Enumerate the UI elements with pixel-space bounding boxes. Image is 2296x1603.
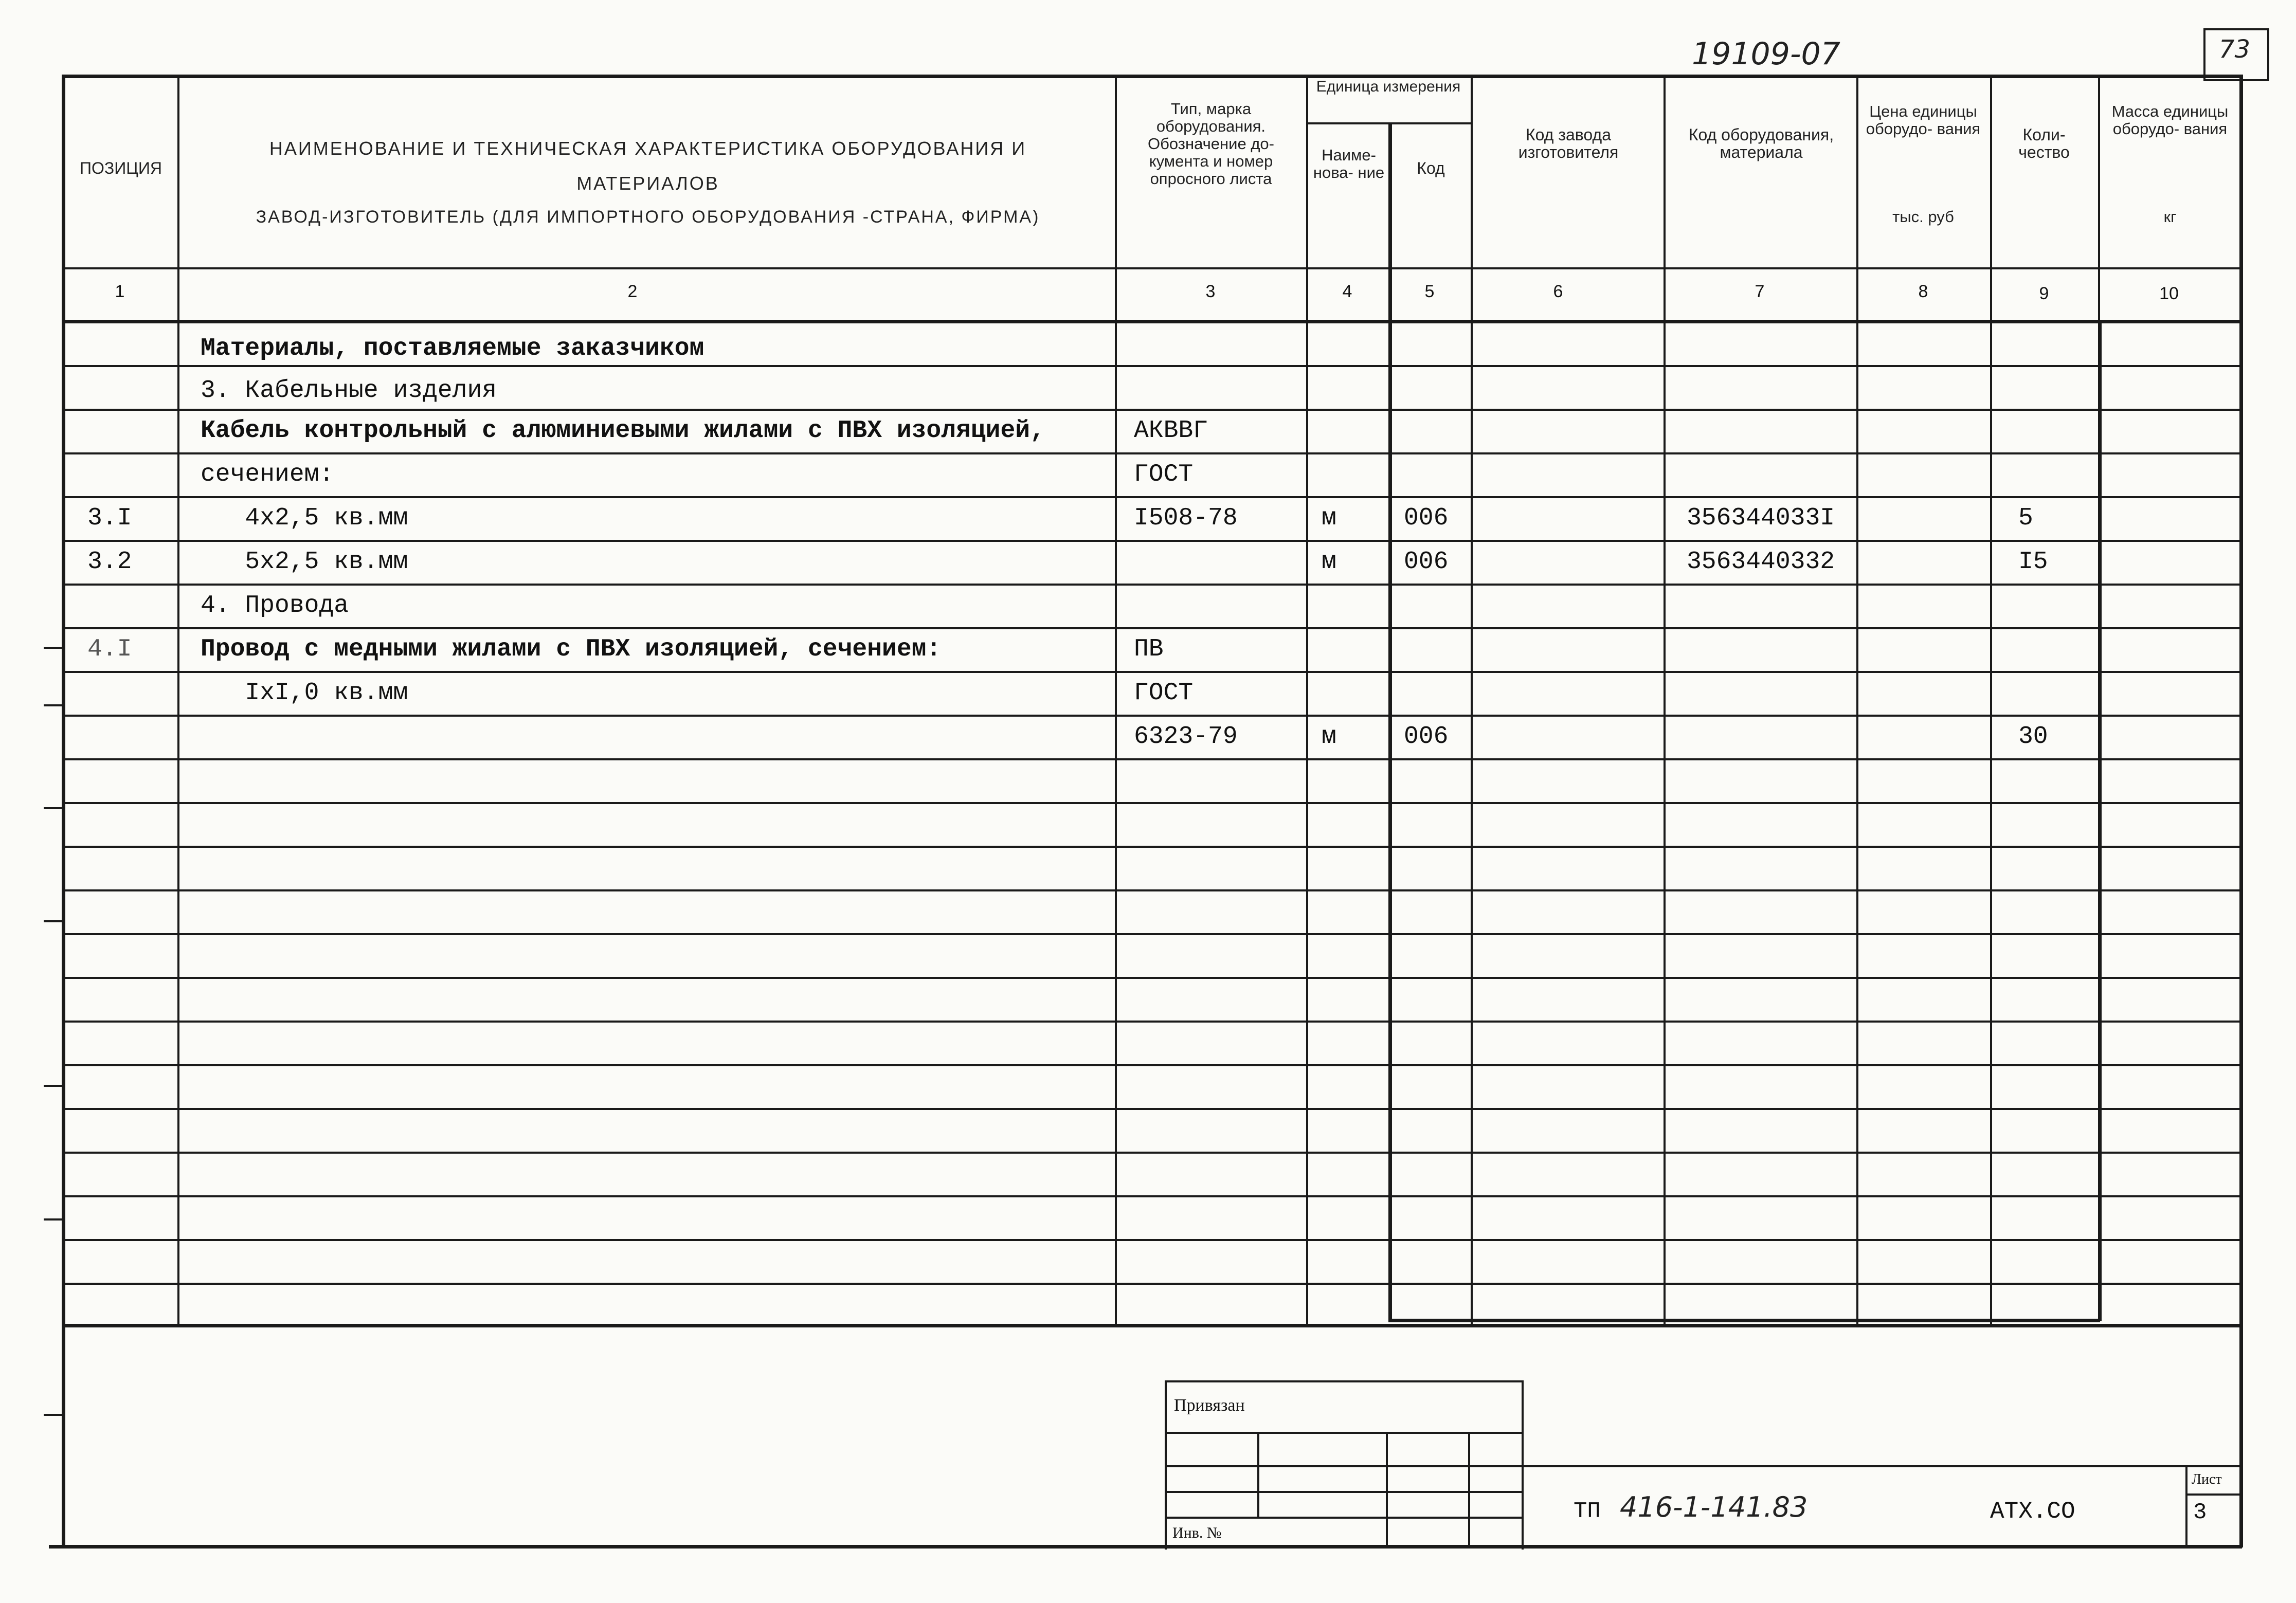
row-unit: м	[1322, 723, 1336, 751]
col-number: 10	[2159, 284, 2179, 303]
header-quantity: Коли- чество	[2018, 125, 2070, 161]
col-number: 4	[1342, 282, 1352, 301]
row-type: АКВВГ	[1134, 417, 1208, 445]
row-name: Провод с медными жилами с ПВХ изоляцией, сечением:	[201, 635, 942, 663]
stamp-sheet-label: Лист	[2192, 1471, 2222, 1487]
stamp-tp-prefix: ТП	[1574, 1499, 1601, 1524]
header-equipment-code: Код оборудования, материала	[1688, 125, 1834, 161]
header-unit-group: Единица измерения	[1316, 78, 1461, 95]
row-name: 3. Кабельные изделия	[201, 377, 497, 405]
row-quantity: I5	[2018, 548, 2048, 576]
header-name-line3: ЗАВОД-ИЗГОТОВИТЕЛЬ (ДЛЯ ИМПОРТНОГО ОБОРУДОВАНИЯ -СТРАНА, ФИРМА)	[256, 207, 1040, 227]
col-number: 1	[115, 282, 125, 301]
header-unit-code: Код	[1417, 159, 1445, 177]
stamp-privyazan: Привязан	[1174, 1396, 1245, 1415]
row-name: 4х2,5 кв.мм	[201, 504, 408, 532]
header-name-line2: МАТЕРИАЛОВ	[576, 173, 719, 194]
header-name-line1: НАИМЕНОВАНИЕ И ТЕХНИЧЕСКАЯ ХАРАКТЕРИСТИКА ОБОРУДОВАНИЯ И	[269, 138, 1027, 159]
header-type: Тип, марка оборудования. Обозначение до- кумента и номер опросного листа	[1148, 100, 1274, 188]
row-quantity: 30	[2018, 723, 2048, 751]
stamp-sheet-number: 3	[2193, 1500, 2207, 1525]
row-code: 006	[1404, 723, 1449, 751]
stamp-inv-no: Инв. №	[1172, 1524, 1222, 1541]
stamp-project-number: 416-1-141.83	[1620, 1491, 1808, 1523]
header-price-unit: тыс. руб	[1892, 208, 1954, 226]
header-position: ПОЗИЦИЯ	[80, 159, 162, 177]
col-number: 5	[1424, 282, 1435, 301]
row-unit: м	[1322, 504, 1336, 532]
row-type: ГОСТ	[1134, 679, 1194, 707]
row-position: 4.I	[87, 635, 132, 663]
row-name: сечением:	[201, 461, 334, 488]
row-position: 3.2	[87, 548, 132, 576]
col-number: 6	[1553, 282, 1563, 301]
row-name: Кабель контрольный с алюминиевыми жилами с ПВХ изоляцией,	[201, 417, 1045, 445]
header-plant-code: Код завода изготовителя	[1518, 125, 1619, 161]
document-number: 19109-07	[1692, 36, 1840, 72]
row-type: ГОСТ	[1134, 461, 1194, 488]
col-number: 2	[627, 282, 638, 301]
row-name: IхI,0 кв.мм	[201, 679, 408, 707]
row-name: 4. Провода	[201, 592, 349, 620]
row-type: ПВ	[1134, 635, 1164, 663]
header-mass: Масса единицы оборудо- вания	[2111, 102, 2229, 138]
col-number: 9	[2039, 284, 2049, 303]
row-type: 6323-79	[1134, 723, 1238, 751]
header-mass-unit: кг	[2163, 208, 2177, 226]
row-name: 5х2,5 кв.мм	[201, 548, 408, 576]
row-position: 3.I	[87, 504, 132, 532]
row-code: 006	[1404, 504, 1449, 532]
row-quantity: 5	[2018, 504, 2033, 532]
col-number: 8	[1918, 282, 1928, 301]
row-equipment-code: 3563440332	[1687, 548, 1835, 576]
row-equipment-code: 356344033I	[1687, 504, 1835, 532]
row-name: Материалы, поставляемые заказчиком	[201, 335, 704, 362]
col-number: 3	[1205, 282, 1216, 301]
col-number: 7	[1755, 282, 1765, 301]
header-price: Цена единицы оборудо- вания	[1866, 102, 1981, 138]
header-unit-name: Наиме- нова- ние	[1313, 146, 1385, 181]
row-type: I508-78	[1134, 504, 1238, 532]
stamp-doc-code: АТХ.СО	[1990, 1498, 2075, 1525]
row-code: 006	[1404, 548, 1449, 576]
page-number: 73	[2219, 35, 2251, 64]
row-unit: м	[1322, 548, 1336, 576]
